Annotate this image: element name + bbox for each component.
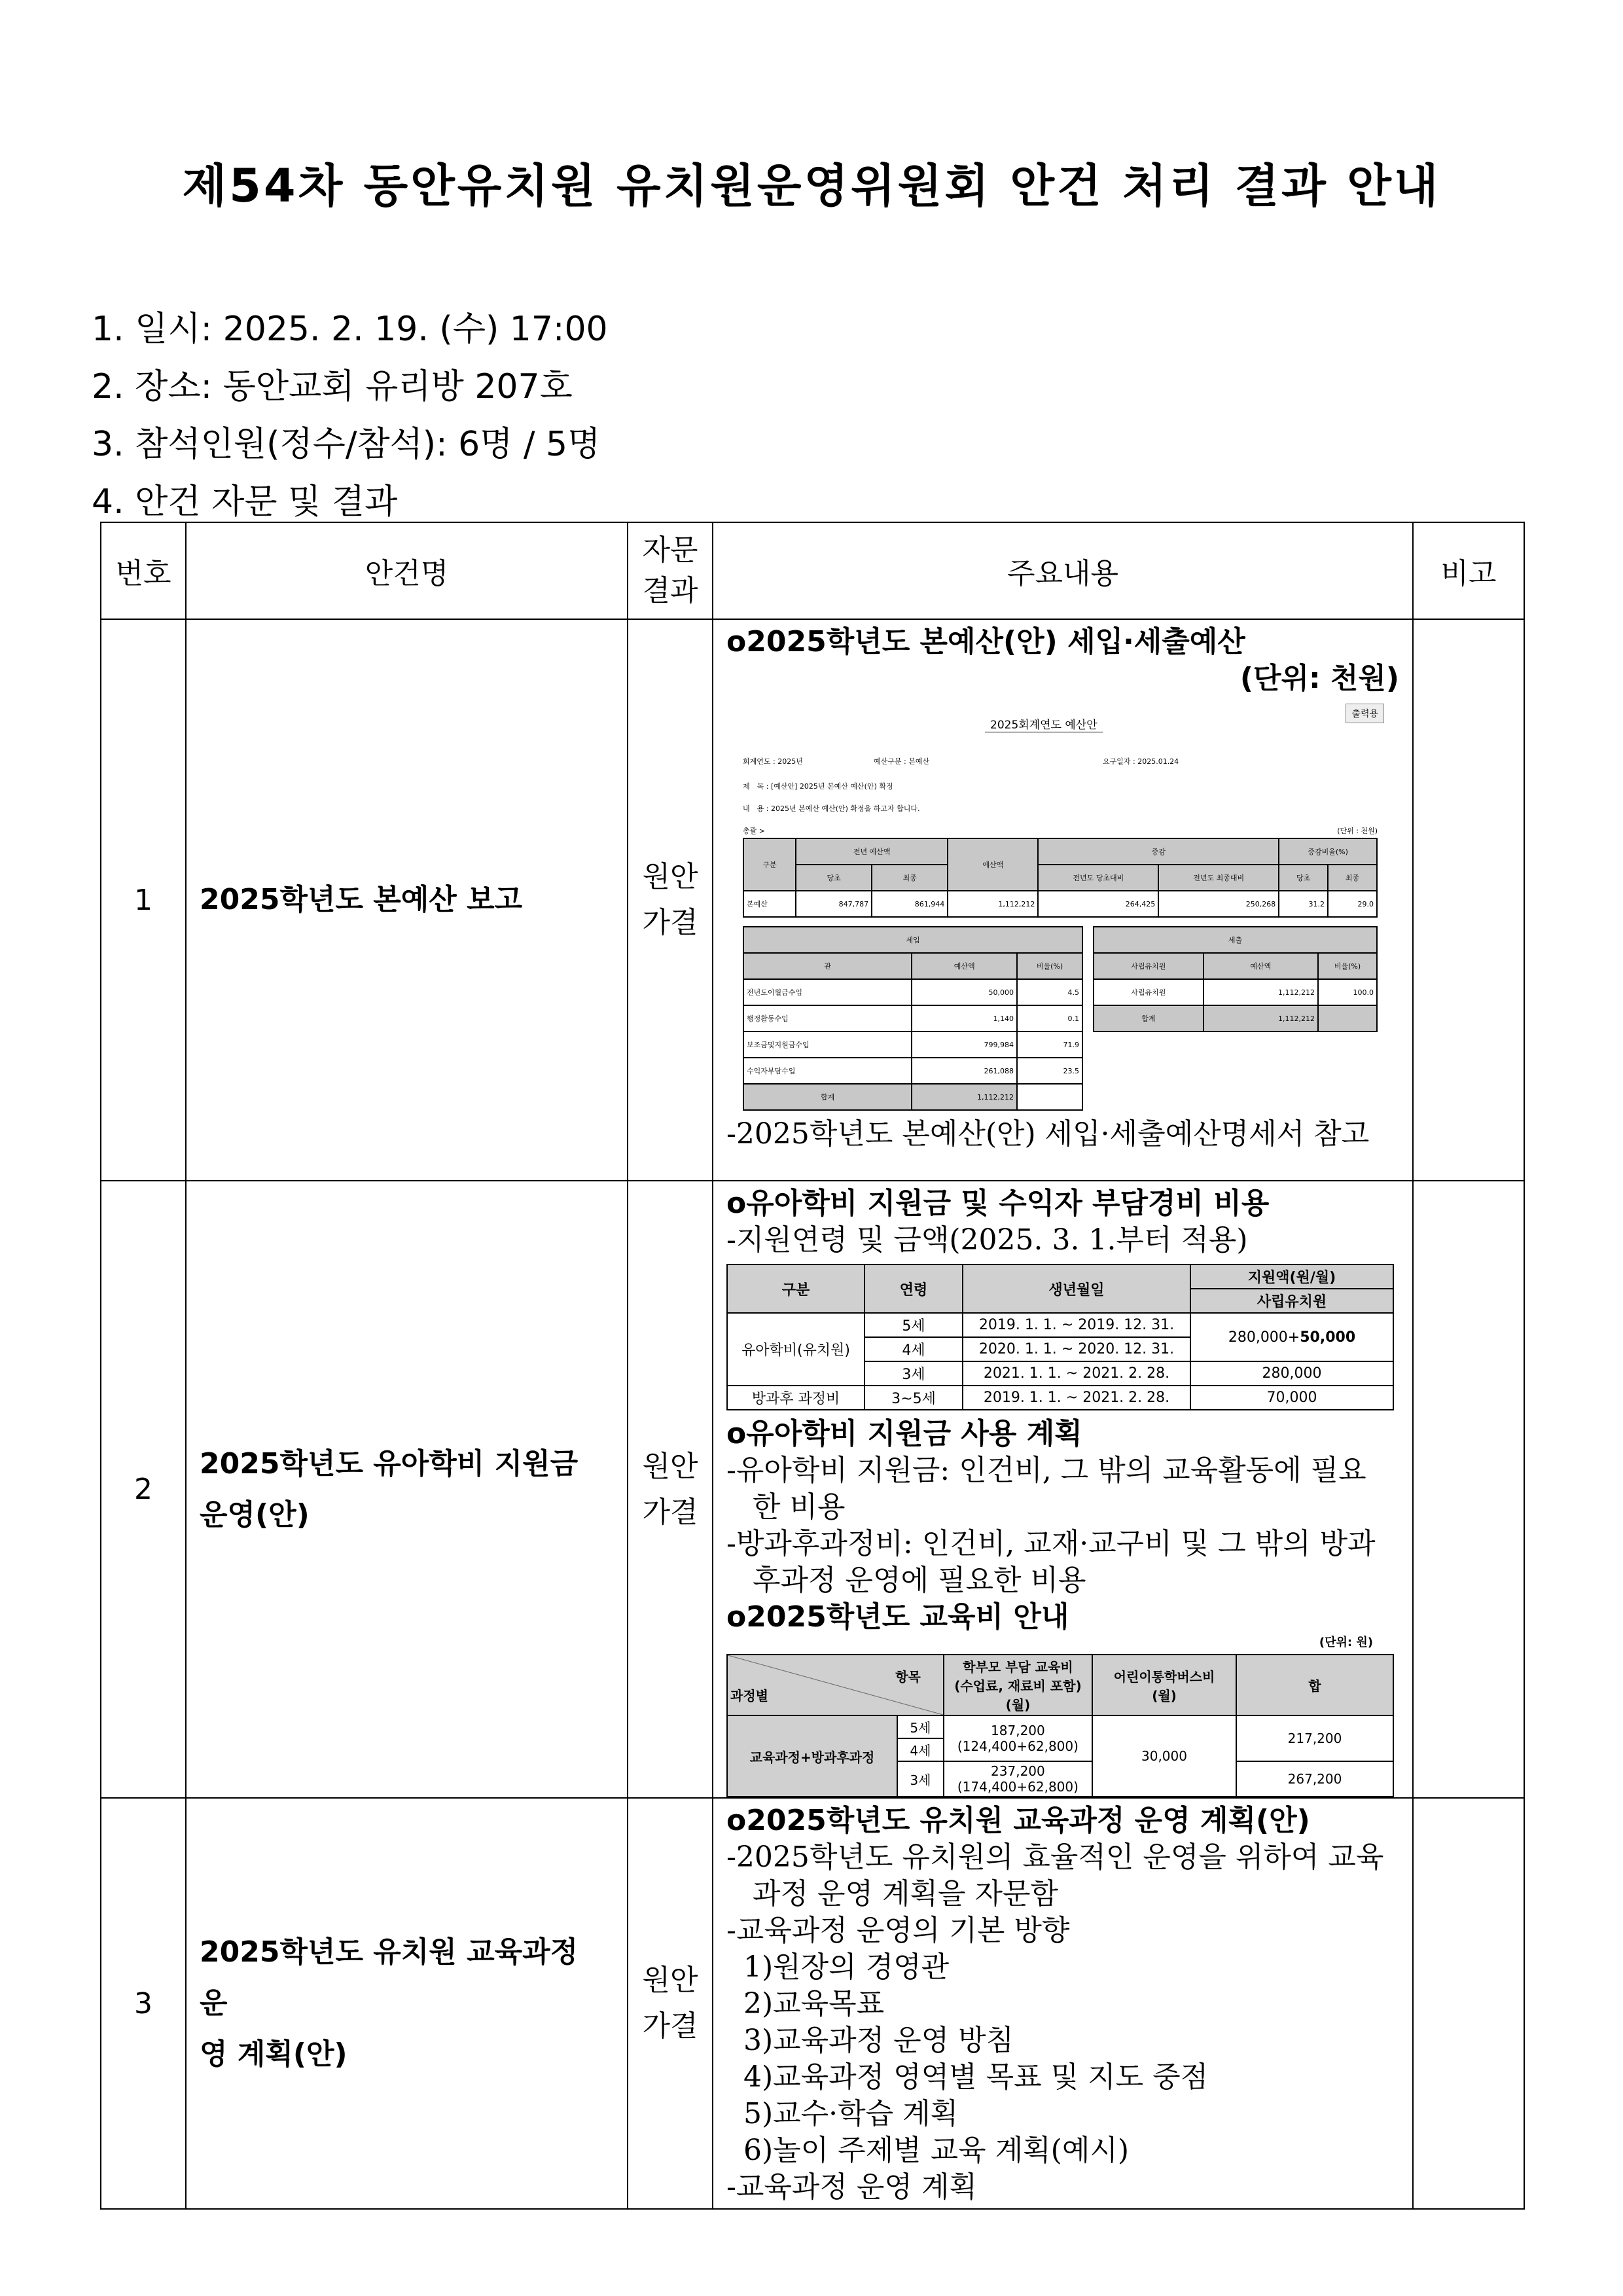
list-item: 5)교수·학습 계획 xyxy=(743,2097,959,2130)
row-note xyxy=(1413,1181,1524,1798)
info-agenda-heading: 4. 안건 자문 및 결과 xyxy=(92,482,398,522)
list-item: 4)교육과정 영역별 목표 및 지도 중점 xyxy=(743,2060,1209,2094)
table-row xyxy=(101,619,1524,1181)
info-place: 2. 장소: 동안교회 유리방 207호 xyxy=(92,367,573,406)
header-note: 비고 xyxy=(1413,522,1524,619)
use-plan-line: 후과정 운영에 필요한 비용 xyxy=(753,1564,1086,1597)
row-num: 2 xyxy=(101,1181,186,1798)
row-result: 원안 가결 xyxy=(628,1798,713,2209)
curriculum-heading: o2025학년도 유치원 교육과정 운영 계획(안) xyxy=(726,1804,1310,1837)
edu-fee-unit: (단위: 원) xyxy=(1319,1636,1373,1649)
support-line: -지원연령 및 금액(2025. 3. 1.부터 적용) xyxy=(726,1223,1248,1257)
row-agenda: 2025학년도 본예산 보고 xyxy=(186,619,628,1181)
table-row xyxy=(101,1798,1524,2209)
row-agenda: 2025학년도 유치원 교육과정 운 영 계획(안) xyxy=(186,1798,628,2209)
curriculum-line: -교육과정 운영 계획 xyxy=(726,2170,977,2204)
budget-desc: 내 용 : 2025년 본예산 예산(안) 확정을 하고자 합니다. xyxy=(743,804,920,813)
agenda-table xyxy=(100,522,1525,2210)
support-heading: o유아학비 지원금 및 수익자 부담경비 비용 xyxy=(726,1187,1270,1220)
list-item: 2)교육목표 xyxy=(743,1987,885,2020)
budget-heading: o2025학년도 본예산(안) 세입·세출예산 xyxy=(726,625,1245,658)
row-content xyxy=(713,1181,1413,1798)
row-result: 원안 가결 xyxy=(628,619,713,1181)
budget-total-label: 총괄 > xyxy=(743,827,765,835)
list-item: 6)놀이 주제별 교육 계획(예시) xyxy=(743,2134,1129,2167)
info-attendance: 3. 참석인원(정수/참석): 6명 / 5명 xyxy=(92,425,601,464)
edu-fee-table: 항목 과정별 학부모 부담 교육비 (수업료, 재료비 포함)(월) 어린이통학버스비 (월) 합 교육과정+방과후과정 5세 187,200 (124,400+62,800) 30,000 217,200 4세 3세 237,200 (174,400+62,800) 267,200 xyxy=(726,1654,1394,1797)
row-result: 원안 가결 xyxy=(628,1181,713,1798)
row-num: 1 xyxy=(101,619,186,1181)
use-plan-line: 한 비용 xyxy=(753,1490,846,1524)
budget-unit: (단위: 천원) xyxy=(1240,662,1399,695)
row-note xyxy=(1413,1798,1524,2209)
use-plan-line: -방과후과정비: 인건비, 교재·교구비 및 그 밖의 방과 xyxy=(726,1527,1376,1560)
info-date: 1. 일시: 2025. 2. 19. (수) 17:00 xyxy=(92,310,608,349)
header-content: 주요내용 xyxy=(713,522,1413,619)
budget-summary-table: 구분 전년 예산액 예산액 증감 증감비율(%) 당초 최종 전년도 당초대비 전년도 최종대비 당초 최종 본예산 847,787 861,944 1,112,212 264,425 250,268 31.2 29.0 xyxy=(743,838,1378,918)
use-plan-heading: o유아학비 지원금 사용 계획 xyxy=(726,1417,1082,1450)
table-header-row xyxy=(101,522,1524,619)
header-num: 번호 xyxy=(101,522,186,619)
budget-subject: 제 목 : [예산안] 2025년 본예산 예산(안) 확정 xyxy=(743,782,893,791)
row-note xyxy=(1413,619,1524,1181)
use-plan-line: -유아학비 지원금: 인건비, 그 밖의 교육활동에 필요 xyxy=(726,1454,1366,1487)
table-row xyxy=(101,1181,1524,1798)
edu-fee-heading: o2025학년도 교육비 안내 xyxy=(726,1600,1069,1634)
budget-date: 요구일자 : 2025.01.24 xyxy=(1103,757,1179,766)
row-content xyxy=(713,619,1413,1181)
support-table: 구분 연령 생년월일 지원액(원/월) 사립유치원 유아학비(유치원) 5세 2019. 1. 1. ~ 2019. 12. 31. 280,000+50,000 4세 2020. 1. 1. ~ 2020. 12. 31. 3세 2021. 1. 1. ~ 2021. 2. 28. 280,000 방과후 과정비 3~5세 2019. 1. 1. ~ 2021. 2. 28. 70,000 xyxy=(726,1264,1394,1410)
row-num: 3 xyxy=(101,1798,186,2209)
print-button[interactable]: 출력용 xyxy=(1346,704,1384,723)
curriculum-line: 과정 운영 계획을 자문함 xyxy=(753,1877,1058,1910)
revenue-table: 세입 관 예산액 비율(%) 전년도이월금수입 50,000 4.5 행정활동수입 1,140 0.1 보조금및지원금수입 799,984 71.9 수익자부담수입 261,088 23.5 합계 1,112,212 xyxy=(743,926,1083,1111)
list-item: 3)교육과정 운영 방침 xyxy=(743,2024,1014,2057)
budget-kind: 예산구분 : 본예산 xyxy=(874,757,930,766)
list-item: 1)원장의 경영관 xyxy=(743,1950,950,1984)
curriculum-line: -교육과정 운영의 기본 방향 xyxy=(726,1914,1070,1947)
budget-year: 회계연도 : 2025년 xyxy=(743,757,803,766)
budget-title: 2025회계연도 예산안 xyxy=(985,715,1103,732)
expense-table: 세출 사립유치원 예산액 비율(%) 사립유치원 1,112,212 100.0 합계 1,112,212 xyxy=(1093,926,1378,1032)
header-result: 자문 결과 xyxy=(628,522,713,619)
row-agenda: 2025학년도 유아학비 지원금 운영(안) xyxy=(186,1181,628,1798)
curriculum-line: -2025학년도 유치원의 효율적인 운영을 위하여 교육 xyxy=(726,1840,1384,1874)
budget-footer: -2025학년도 본예산(안) 세입·세출예산명세서 참고 xyxy=(726,1117,1370,1151)
page-title: 제54차 동안유치원 유치원운영위원회 안건 처리 결과 안내 xyxy=(182,159,1441,213)
header-agenda: 안건명 xyxy=(186,522,628,619)
row-content xyxy=(713,1798,1413,2209)
budget-unit-label: (단위 : 천원) xyxy=(1337,827,1378,835)
budget-screenshot xyxy=(736,704,1384,1109)
